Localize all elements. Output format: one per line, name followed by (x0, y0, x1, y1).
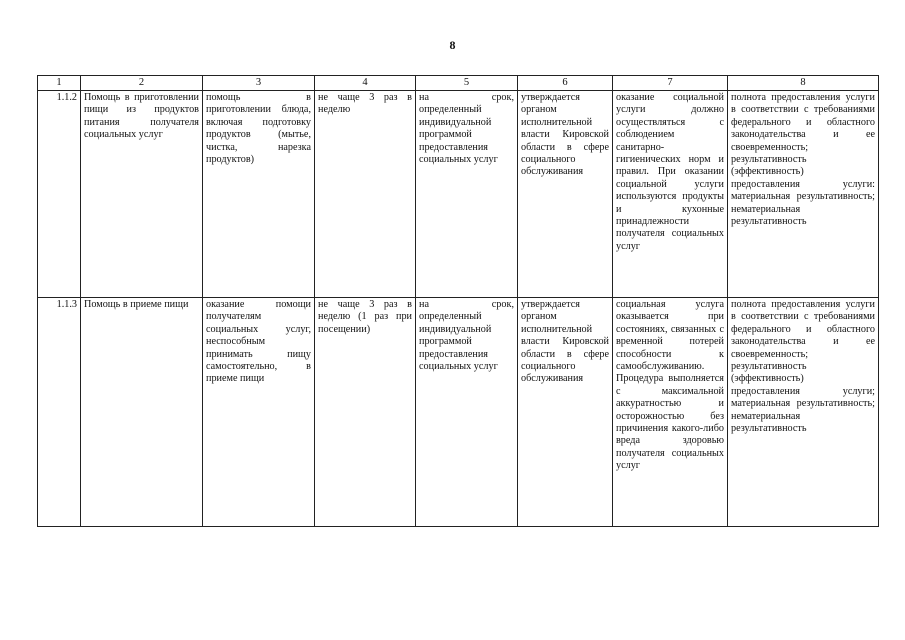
service-frequency: не чаще 3 раз в неделю (315, 91, 416, 298)
service-cost: утверждается органом исполнительной власти Кировской области в сфере социального обслуживания (518, 91, 613, 298)
service-description: помощь в приготовлении блюда, включая подготовку продуктов (мытье, чистка, нарезка продуктов) (203, 91, 315, 298)
service-quality: полнота предоставления услуги в соответствии с требованиями федерального и областного законодательства и ее своевременность; результативность (эффективность) предоставления услуги; материальная результативность; нематериальная результативность (728, 298, 879, 527)
service-conditions: социальная услуга оказывается при состояниях, связанных с временной потерей способности к самообслуживанию. Процедура выполняется с максимальной аккуратностью и осторожностью без причинения какого-либо вреда здоровью получателя социальных услуг (613, 298, 728, 527)
table-row (38, 298, 879, 527)
service-quality: полнота предоставления услуги в соответствии с требованиями федерального и областного законодательства и ее своевременность; результативность (эффективность) предоставления услуги: материальная результативность; нематериальная результативность (728, 91, 879, 298)
service-description: оказание помощи получателям социальных услуг, неспособным принимать пищу самостоятельно, в приеме пищи (203, 298, 315, 527)
header-col-2: 2 (81, 76, 203, 91)
header-col-4: 4 (315, 76, 416, 91)
service-term: на срок, определенный индивидуальной программой предоставления социальных услуг (416, 298, 518, 527)
header-col-8: 8 (728, 76, 879, 91)
table-row (38, 91, 879, 298)
row-number: 1.1.2 (38, 91, 81, 298)
header-row (38, 76, 879, 91)
services-table (37, 75, 879, 527)
service-frequency: не чаще 3 раз в неделю (1 раз при посещении) (315, 298, 416, 527)
header-col-5: 5 (416, 76, 518, 91)
page-number: 8 (449, 38, 456, 52)
service-cost: утверждается органом исполнительной власти Кировской области в сфере социального обслуживания (518, 298, 613, 527)
service-conditions: оказание социальной услуги должно осуществляться с соблюдением санитарно-гигиенических норм и правил. При оказании социальной услуги используются продукты и кухонные принадлежности получателя социальных услуг (613, 91, 728, 298)
header-col-1: 1 (38, 76, 81, 91)
header-col-7: 7 (613, 76, 728, 91)
row-number: 1.1.3 (38, 298, 81, 527)
service-name: Помощь в приеме пищи (81, 298, 203, 527)
header-col-6: 6 (518, 76, 613, 91)
service-term: на срок, определенный индивидуальной программой предоставления социальных услуг (416, 91, 518, 298)
service-name: Помощь в приготовлении пищи из продуктов питания получателя социальных услуг (81, 91, 203, 298)
header-col-3: 3 (203, 76, 315, 91)
